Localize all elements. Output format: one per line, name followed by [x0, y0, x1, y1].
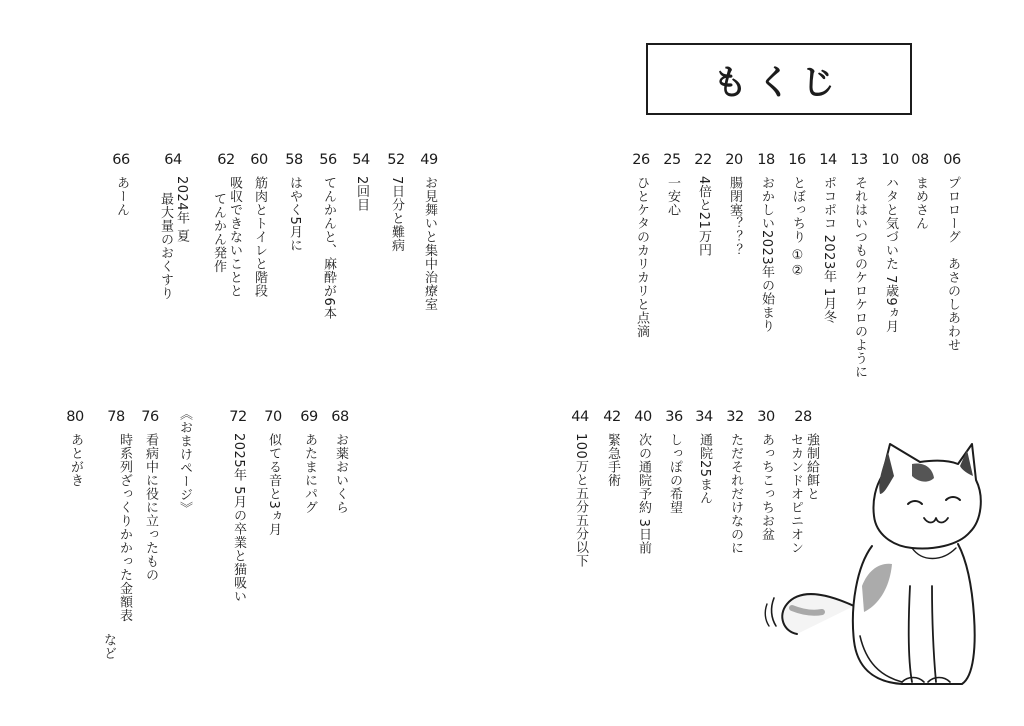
entry-title: ひとケタのカリカリと点滴 — [634, 176, 649, 338]
toc-entry — [597, 407, 627, 487]
toc-entry — [135, 407, 165, 582]
page-number: 58 — [285, 152, 303, 168]
entry-title: 一安心 — [665, 176, 680, 217]
entry-title: あっちこっちお盆 — [759, 433, 774, 541]
page-number: 60 — [250, 152, 268, 168]
entry-title: はやく5月に — [287, 176, 302, 253]
toc-entry — [720, 407, 750, 555]
toc-entry — [313, 150, 343, 320]
entry-title: それはいつものケロケロのように — [852, 176, 867, 379]
toc-entry — [844, 150, 874, 379]
entry-title: あとがき — [68, 433, 83, 487]
toc-entry — [244, 150, 274, 298]
page-number: 06 — [943, 152, 961, 168]
entry-title: 2024年 夏 最大量のおくすり — [158, 176, 189, 300]
toc-entry — [719, 150, 749, 257]
entry-title: 通院25まん — [697, 433, 712, 505]
entry-title: あたまにパグ — [302, 433, 317, 514]
toc-entry — [279, 150, 309, 252]
entry-title: 吸収できないことと てんかん発作 — [211, 176, 242, 298]
page-number: 10 — [881, 152, 899, 168]
entry-title: 時系列ざっくりかかった金額表 など — [101, 433, 132, 660]
toc-entry — [905, 150, 935, 230]
page-number: 20 — [725, 152, 743, 168]
toc-entry — [689, 407, 719, 505]
page-number: 32 — [726, 409, 744, 425]
entry-title: 腸閉塞？？？ — [727, 176, 742, 257]
toc-entry — [813, 150, 843, 324]
toc-entry — [659, 407, 689, 514]
toc-entry — [60, 407, 90, 487]
page-number: 14 — [819, 152, 837, 168]
page-number: 25 — [663, 152, 681, 168]
page-number: 42 — [603, 409, 621, 425]
page-number: 78 — [107, 409, 125, 425]
page-number: 34 — [695, 409, 713, 425]
page-number: 80 — [66, 409, 84, 425]
entry-title: 100万と五分五分以下 — [573, 433, 588, 568]
page-number: 30 — [757, 409, 775, 425]
toc-entry — [223, 407, 253, 603]
page-number: 18 — [757, 152, 775, 168]
toc-entry — [688, 150, 718, 256]
toc-entry — [782, 150, 812, 279]
page-number: 64 — [164, 152, 182, 168]
toc-entry — [414, 150, 444, 311]
toc-entry — [381, 150, 411, 252]
entry-title: ただそれだけなのに — [728, 433, 743, 555]
toc-entry — [751, 150, 781, 333]
toc-entry — [937, 150, 967, 352]
toc-entry — [626, 150, 656, 338]
toc-entry — [106, 150, 136, 217]
page-number: 13 — [850, 152, 868, 168]
toc-entry — [628, 407, 658, 554]
page-number: 56 — [319, 152, 337, 168]
page-number: 62 — [217, 152, 235, 168]
entry-title: あーん — [114, 176, 129, 217]
entry-title: まめさん — [913, 176, 928, 230]
page-number: 40 — [634, 409, 652, 425]
entry-title: 次の通院予約 3日前 — [636, 433, 651, 555]
toc-entry-bonus — [169, 407, 199, 515]
entry-title: おかしい2023年の始まり — [759, 176, 774, 333]
entry-title: 緊急手術 — [605, 433, 620, 487]
entry-title: お薬おいくら — [333, 433, 348, 514]
page-number: 54 — [352, 152, 370, 168]
entry-title: お見舞いと集中治療室 — [422, 176, 437, 311]
entry-title: プロローグ あさのしあわせ — [945, 176, 960, 352]
page-number: 68 — [331, 409, 349, 425]
entry-title: とぼっちり ①② — [790, 176, 805, 280]
entry-title: ハタと気づいた 7歳9ヵ月 — [883, 176, 898, 334]
page-number: 76 — [141, 409, 159, 425]
entry-title: しっぽの希望 — [667, 433, 682, 514]
page-number: 66 — [112, 152, 130, 168]
entry-title: 7日分と難病 — [389, 176, 404, 253]
entry-title: てんかんと、麻酔が6本 — [321, 176, 336, 320]
entry-title: 《おまけページ》 — [177, 407, 192, 515]
toc-entry — [875, 150, 905, 333]
toc-entry — [206, 150, 246, 298]
entry-title: 看病中に役に立ったもの — [143, 433, 158, 582]
entry-title: 筋肉とトイレと階段 — [252, 176, 267, 298]
toc-entry — [258, 407, 288, 536]
toc-entry — [153, 150, 193, 300]
toc-entry — [346, 150, 376, 212]
page-number: 16 — [788, 152, 806, 168]
page-number: 69 — [300, 409, 318, 425]
entry-title: 2回目 — [354, 176, 369, 212]
toc-entry — [325, 407, 355, 514]
entry-title: 2025年 5月の卒業と猫吸い — [231, 433, 246, 603]
page-number: 52 — [387, 152, 405, 168]
toc-entry — [565, 407, 595, 567]
page-number: 08 — [911, 152, 929, 168]
page-number: 28 — [794, 409, 812, 425]
page-number: 22 — [694, 152, 712, 168]
page-number: 26 — [632, 152, 650, 168]
toc-entry — [294, 407, 324, 514]
page-title: もくじ — [713, 62, 845, 103]
page-number: 72 — [229, 409, 247, 425]
title-box — [646, 43, 912, 115]
entry-title: 似てる音と3ヵ月 — [266, 433, 281, 537]
entry-title: ポコポコ 2023年 1月冬 — [821, 176, 836, 324]
cat-illustration — [762, 436, 987, 692]
toc-entry — [96, 407, 136, 660]
toc-entry — [657, 150, 687, 217]
page-number: 44 — [571, 409, 589, 425]
page-number: 70 — [264, 409, 282, 425]
page-number: 49 — [420, 152, 438, 168]
entry-title: 4倍と21万円 — [696, 176, 711, 257]
entry-title: 強制給餌と セカンドオピニオン — [788, 433, 819, 555]
page-number: 36 — [665, 409, 683, 425]
